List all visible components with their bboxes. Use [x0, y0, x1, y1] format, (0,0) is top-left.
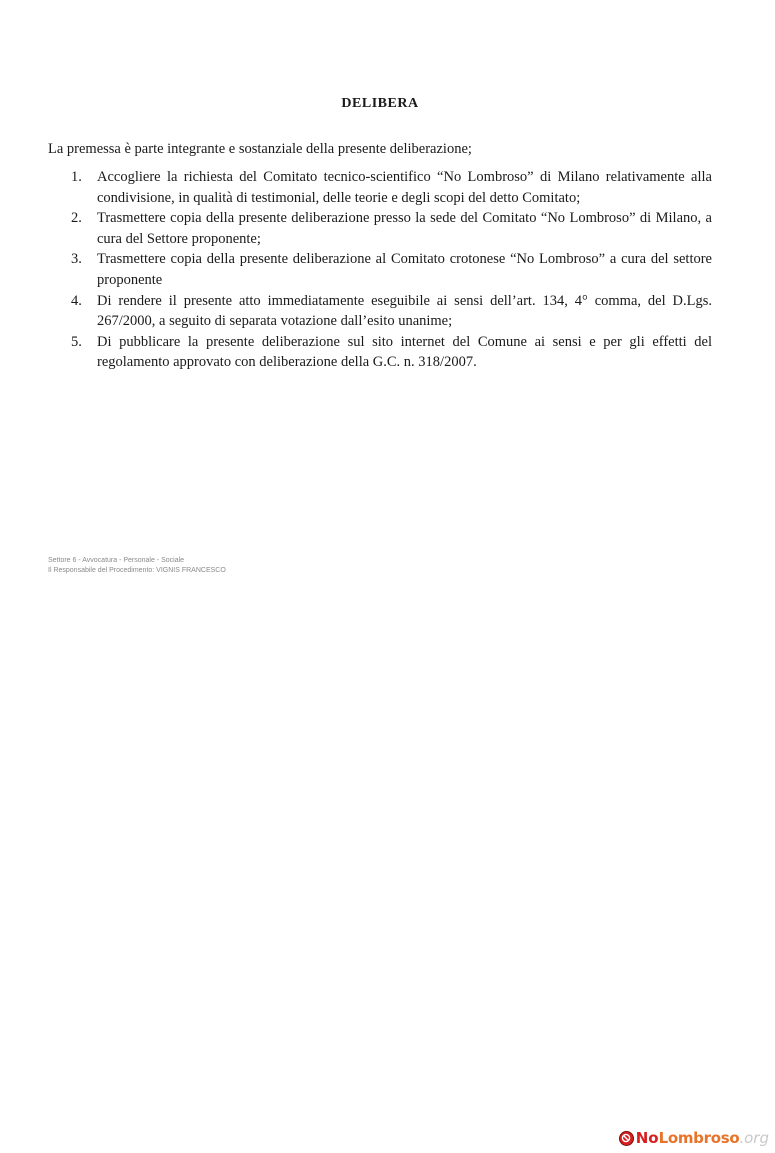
decision-text: Di rendere il presente atto immediatamente eseguibile ai sensi dell’art. 134, 4° comma, del D.Lgs. 267/2000, a seguito di separata votazione dall’esito unanime;: [97, 292, 712, 330]
footer-responsible: Il Responsabile del Procedimento: VIGNIS FRANCESCO: [48, 567, 226, 574]
decision-item: [48, 167, 712, 208]
watermark-tld: .org: [739, 1129, 769, 1147]
watermark-prefix: No: [635, 1129, 659, 1147]
decision-text: Trasmettere copia della presente deliberazione al Comitato crotonese “No Lombroso” a cura del settore proponente: [97, 251, 712, 288]
decision-text: Trasmettere copia della presente deliberazione presso la sede del Comitato “No Lombroso” di Milano, a cura del Settore proponente;: [97, 210, 712, 247]
decision-item: [48, 249, 712, 290]
watermark-name: Lombroso: [658, 1129, 740, 1147]
footer-department: Settore 6 - Avvocatura - Personale - Sociale: [48, 557, 185, 564]
decision-number: 4.: [71, 292, 82, 309]
decision-item: [48, 332, 712, 373]
decision-text: Di pubblicare la presente deliberazione sul sito internet del Comune ai sensi e per gli effetti del regolamento approvato con deliberazione della G.C. n. 318/2007.: [97, 333, 712, 371]
decision-item: [48, 208, 712, 249]
decision-number: 1.: [71, 169, 82, 185]
document-footer: [48, 556, 226, 576]
decision-item: [48, 291, 712, 332]
decision-list: [48, 167, 712, 373]
no-lombroso-logo-icon: [619, 1131, 634, 1146]
decision-number: 5.: [71, 333, 82, 350]
decision-text: Accogliere la richiesta del Comitato tecnico-scientifico “No Lombroso” di Milano relativamente alla condivisione, in qualità di testimonial, delle teorie e degli scopi del detto Comitato;: [97, 169, 712, 206]
premise-text: La premessa è parte integrante e sostanziale della presente deliberazione;: [48, 141, 472, 157]
watermark-logo: [619, 1127, 769, 1149]
document-heading: DELIBERA: [341, 96, 419, 111]
decision-number: 2.: [71, 210, 82, 227]
decision-number: 3.: [71, 251, 82, 268]
